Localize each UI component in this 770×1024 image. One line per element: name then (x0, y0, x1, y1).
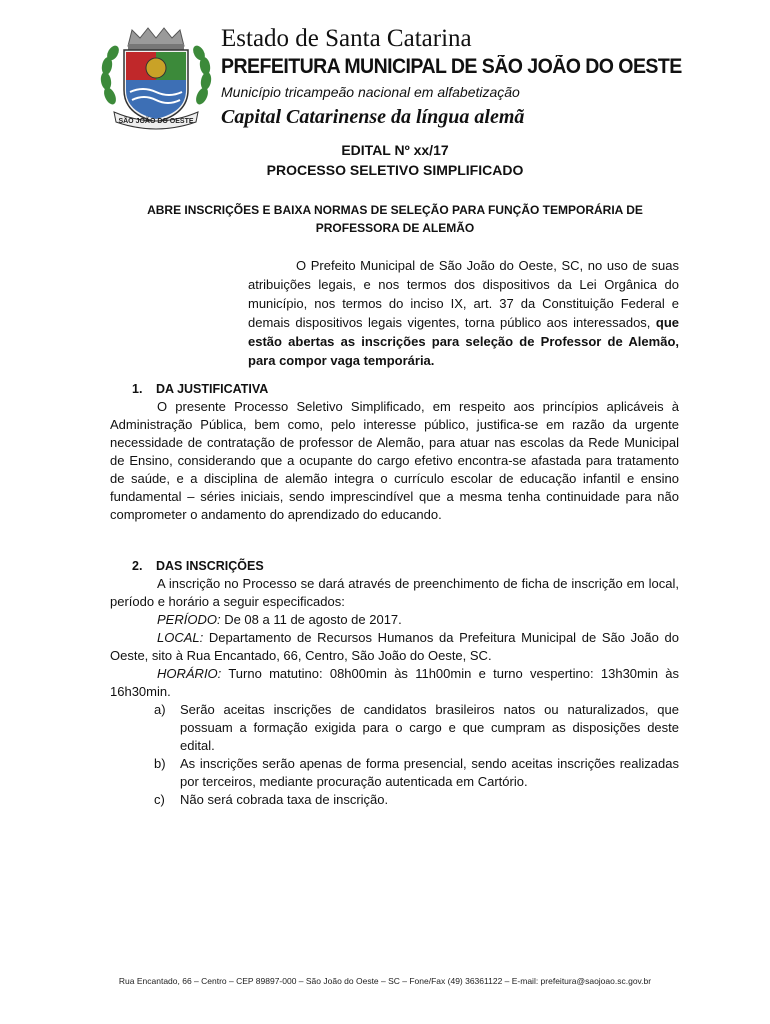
horario-line (110, 665, 679, 701)
crest-ribbon-text: SÃO JOÃO DO OESTE (118, 118, 194, 125)
list-item-text: Serão aceitas inscrições de candidatos brasileiros natos ou naturalizados, que possuam a formação exigida para o cargo e que cumpram as disposições deste edital. (180, 702, 679, 753)
process-title: PROCESSO SELETIVO SIMPLIFICADO (266, 162, 524, 178)
list-item-text: Não será cobrada taxa de inscrição. (180, 792, 389, 807)
local-line (110, 629, 679, 665)
intro-bold-text: que estão abertas as inscrições para seleção de Professor de Alemão, para compor vaga temporária. (248, 315, 679, 368)
list-item-label: a) (154, 702, 166, 717)
letterhead (221, 24, 741, 130)
periodo-line (110, 611, 679, 629)
list-item (110, 791, 679, 809)
periodo-label: PERÍODO: (157, 612, 221, 627)
intro-text: O Prefeito Municipal de São João do Oeste, SC, no uso de suas atribuições legais, e nos termos dos dispositivos da Lei Orgânica do município, nos termos do inciso IX, art. 37 da Constituição Federal e demais dispositivos legais vigentes, torna público aos interessados, (248, 258, 679, 330)
list-item-label: b) (154, 756, 166, 771)
horario-value: Turno matutino: 08h00min às 11h00min e turno vespertino: 13h30min às 16h30min. (110, 666, 679, 699)
edital-subject: ABRE INSCRIÇÕES E BAIXA NORMAS DE SELEÇÃO PARA FUNÇÃO TEMPORÁRIA DE PROFESSORA DE ALEMÃO (147, 203, 643, 235)
list-item-label: c) (154, 792, 165, 807)
list-item (110, 701, 679, 755)
capital-tagline: Capital Catarinense da língua alemã (221, 106, 525, 128)
section-heading (110, 380, 679, 398)
section-heading (110, 557, 679, 575)
section-paragraph: A inscrição no Processo se dará através de preenchimento de ficha de inscrição em local, período e horário a seguir especificados: (110, 576, 679, 609)
horario-label: HORÁRIO: (157, 666, 222, 681)
section-title: DA JUSTIFICATIVA (156, 382, 269, 396)
section-number: 2. (132, 559, 143, 573)
municipal-coat-of-arms-icon (98, 26, 214, 130)
state-name: Estado de Santa Catarina (221, 25, 472, 52)
prefeitura-name: PREFEITURA MUNICIPAL DE SÃO JOÃO DO OESTE (221, 55, 682, 78)
section-inscricoes (110, 557, 679, 809)
page-footer: Rua Encantado, 66 – Centro – CEP 89897-000 – São João do Oeste – SC – Fone/Fax (49) 36361122 – E-mail: prefeitura@saojoao.sc.gov.br (118, 976, 652, 986)
section-paragraph: O presente Processo Seletivo Simplificado, em respeito aos princípios aplicáveis à Administração Pública, bem como, pelo interesse público, justifica-se em razão da urgente necessidade de contratação de professor de Alemão, para atuar nas escolas da Rede Municipal de Ensino, considerando que a ocupante do cargo efetivo encontra-se afastada para tratamento de saúde, e a disciplina de alemão integra o currículo escolar de educação infantil e ensino fundamental – séries iniciais, sendo imprescindível que a mesma tenha continuidade para não comprometer o andamento do aprendizado do educando. (110, 399, 679, 522)
section-justificativa (110, 380, 679, 524)
local-value: Departamento de Recursos Humanos da Prefeitura Municipal de São João do Oeste, sito à Rua Encantado, 66, Centro, São João do Oeste, SC. (110, 630, 679, 663)
section-title: DAS INSCRIÇÕES (156, 559, 264, 573)
list-item (110, 755, 679, 791)
local-label: LOCAL: (157, 630, 204, 645)
intro-paragraph (248, 256, 679, 370)
periodo-value: De 08 a 11 de agosto de 2017. (220, 612, 402, 627)
edital-number: EDITAL Nº xx/17 (341, 142, 449, 158)
municipality-tagline: Município tricampeão nacional em alfabetização (221, 84, 520, 100)
section-number: 1. (132, 382, 143, 396)
list-item-text: As inscrições serão apenas de forma presencial, sendo aceitas inscrições realizadas por terceiros, mediante procuração autenticada em Cartório. (180, 756, 679, 789)
